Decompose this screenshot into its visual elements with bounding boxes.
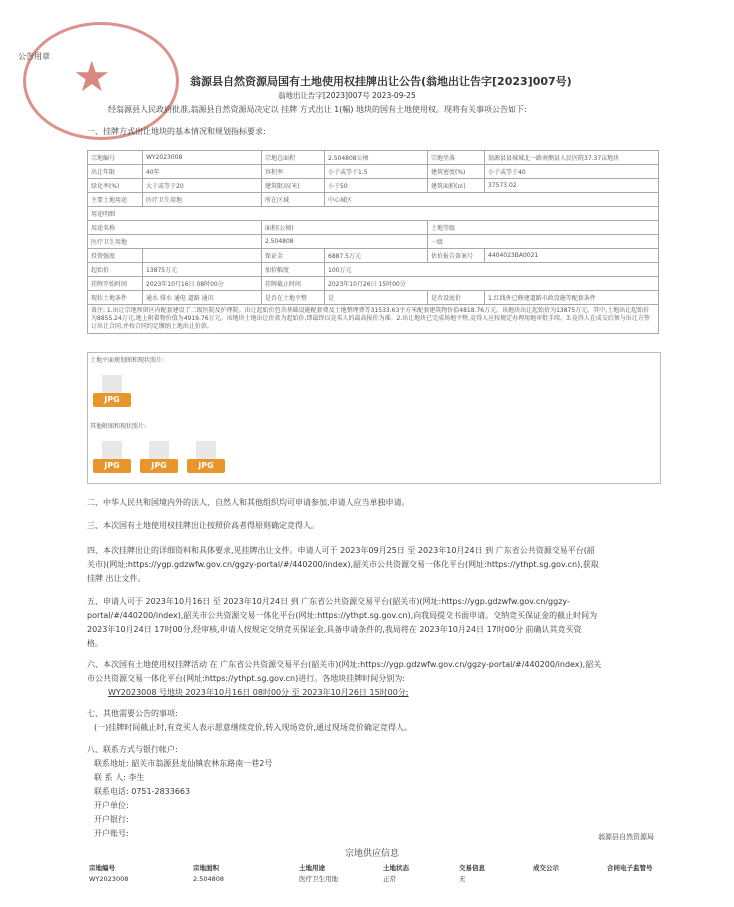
section-4-line1: 四、本次挂牌出让的详细资料和具体要求,见挂牌出让文件。申请人可于 2023年09月25日 至 2023年10月24日 到 广东省公共资源交易平台(韶 — [87, 546, 595, 555]
supply-table: 宗地编号 宗地面积 土地用途 土地状态 交易信息 成交公示 合同电子监管号 WY2023008 2.504808 医疗卫生用地 正常 无 — [87, 862, 659, 884]
section-6-line2: 市公共资源交易一体化平台(网址:https://ythpt.sg.gov.cn)进行。各地块挂牌时间分别为: — [87, 674, 405, 683]
contact-address: 联系地址: 韶关市翁源县龙仙镇农林东路南一巷2号 — [94, 759, 273, 768]
bank-holder: 开户单位: — [94, 801, 129, 810]
section-6-line3: WY2023008 号地块 2023年10月16日 08时00分 至 2023年10月26日 15时00分; — [108, 688, 409, 697]
section-2: 二、中华人民共和国境内外的法人、自然人和其他组织均可申请参加,申请人应当单独申请。 — [87, 498, 410, 507]
jpg-file-icon[interactable]: JPG — [93, 375, 131, 409]
land-info-table: 宗地编号 WY2023008 宗地总面积 2.504808公顷 宗地坐落 翁源县县城城北一路南侧县人民医院37.37亩地块 出让年限 40年 容积率 小于或等于1.5 建筑密度(%) 小于或等于40 绿化率(%) 大于或等于20 建筑限高(米) 小于50 建筑面积(㎡) 37573.02 主要土地用途 医疗卫生用地 所在区域 中心城区 用途明细 用途名称 面积(公顷) 土地等级 医疗卫生用地 2.504808 一级 投资强度 保证金 6887.5万元 估价报告备案号 4404023BA0021 起始价 13875万元 加价幅度 100万元 挂牌开始时间 2023年10月16日 08时00分 挂牌截止时间 2023年10月26日 15时00分 现状土地条件 通水 排水 通电 道路 通讯 是否在土地平整 是 是否设底价 1.红线外已修建道路市政设施等配套条件 备注: 1.出让宗地预留区内配套建设了二级医院及护理院。出让起始价包含基础设施配套费及土地整理费等31533.63平方米配套建筑物价值4818.76万元。该地块出让起始价为13875万元。其中,土地出让起始价为8855.24万元,地上附着物价值为4919.76万元。该地块土地出让价款为起始价,即最终以竞买人的最高报价为准。2.出让地块已完成场地平整,竞得人应按规定办理用地审批手续。3.竞得人在成交后须与出让方签订出让合同,并按合同约定缴纳土地出让价款。 — [87, 150, 659, 334]
bank-name: 开户银行: — [94, 815, 129, 824]
section-5-line4: 格。 — [87, 639, 103, 648]
contact-phone: 联系电话: 0751-2833663 — [94, 787, 191, 796]
table-row: WY2023008 2.504808 医疗卫生用地 正常 无 — [89, 874, 466, 883]
issuer: 翁源县自然资源局 — [598, 833, 654, 841]
jpg-file-icon[interactable]: JPG — [187, 441, 225, 475]
attachment-photos: 土地平面规划图和现状照片: JPG 其他附图和现状照片: JPG JPG JPG — [87, 352, 661, 484]
section-8-heading: 八、联系方式与银行帐户: — [87, 745, 178, 754]
section-7-item-1: (一)挂牌时间截止时,有竞买人表示愿意继续竞价,转入现场竞价,通过现场竞价确定竞得人。 — [94, 723, 412, 732]
section-4-line3: 挂牌 出让文件。 — [87, 574, 146, 583]
stamp-label: 公告用章 — [18, 52, 50, 61]
section-3: 三、本次国有土地使用权挂牌出让按照价高者得原则确定竞得人。 — [87, 521, 319, 530]
supply-title: 宗地供应信息 — [345, 849, 400, 859]
section-5-line1: 五、申请人可于 2023年10月16日 至 2023年10月24日 到 广东省公共资源交易平台(韶关市)(网址:https://ygp.gdzwfw.gov.cn/ggzy- — [87, 597, 570, 606]
section-5-line2: portal/#/440200/index),韶关市公共资源交易一体化平台(网址:https://ythpt.sg.gov.cn),向我局提交书面申请。交纳竞买保证金的截止时间为 — [87, 611, 598, 620]
intro-paragraph: 经翁源县人民政府批准,翁源县自然资源局决定以 挂牌 方式出让 1(幅) 地块的国有土地使用权。现将有关事项公告如下: — [108, 105, 527, 114]
document-number: 翁地出让告字[2023]007号 2023-09-25 — [278, 91, 416, 100]
page-title: 翁源县自然资源局国有土地使用权挂牌出让公告(翁地出让告字[2023]007号) — [190, 75, 572, 88]
section-7-heading: 七、其他需要公告的事项: — [87, 709, 178, 718]
contact-person: 联 系 人: 李生 — [94, 773, 145, 782]
jpg-file-icon[interactable]: JPG — [93, 441, 131, 475]
section-6-line1: 六、本次国有土地使用权挂牌活动 在 广东省公共资源交易平台(韶关市)(网址:https://ygp.gdzwfw.gov.cn/ggzy-portal/#/440200/index),韶关 — [87, 660, 602, 669]
table-note: 备注: 1.出让宗地预留区内配套建设了二级医院及护理院。出让起始价包含基础设施配套费及土地整理费等31533.63平方米配套建筑物价值4818.76万元。该地块出让起始价为13875万元。其中,土地出让起始价为8855.24万元,地上附着物价值为4919.76万元。该地块土地出让价款为起始价,即最终以竞买人的最高报价为准。2.出让地块已完成场地平整,竞得人应按规定办理用地审批手续。3.竞得人在成交后须与出让方签订出让合同,并按合同约定缴纳土地出让价款。 — [88, 305, 659, 334]
bank-account: 开户账号: — [94, 829, 129, 838]
section-4-line2: 关市)(网址:https://ygp.gdzwfw.gov.cn/ggzy-portal/#/440200/index),韶关市公共资源交易一体化平台(网址:https://ythpt.sg.gov.cn),获取 — [87, 560, 599, 569]
section-5-line3: 2023年10月24日 17时00分,经审核,申请人按规定交纳竞买保证金,具备申请条件的,我局将在 2023年10月24日 17时00分 前确认其竞买资 — [87, 625, 582, 634]
seal-star-icon: ★ — [73, 52, 111, 101]
section-1-heading: 一、挂牌方式出让地块的基本情况和规划指标要求: — [87, 127, 266, 136]
jpg-file-icon[interactable]: JPG — [140, 441, 178, 475]
